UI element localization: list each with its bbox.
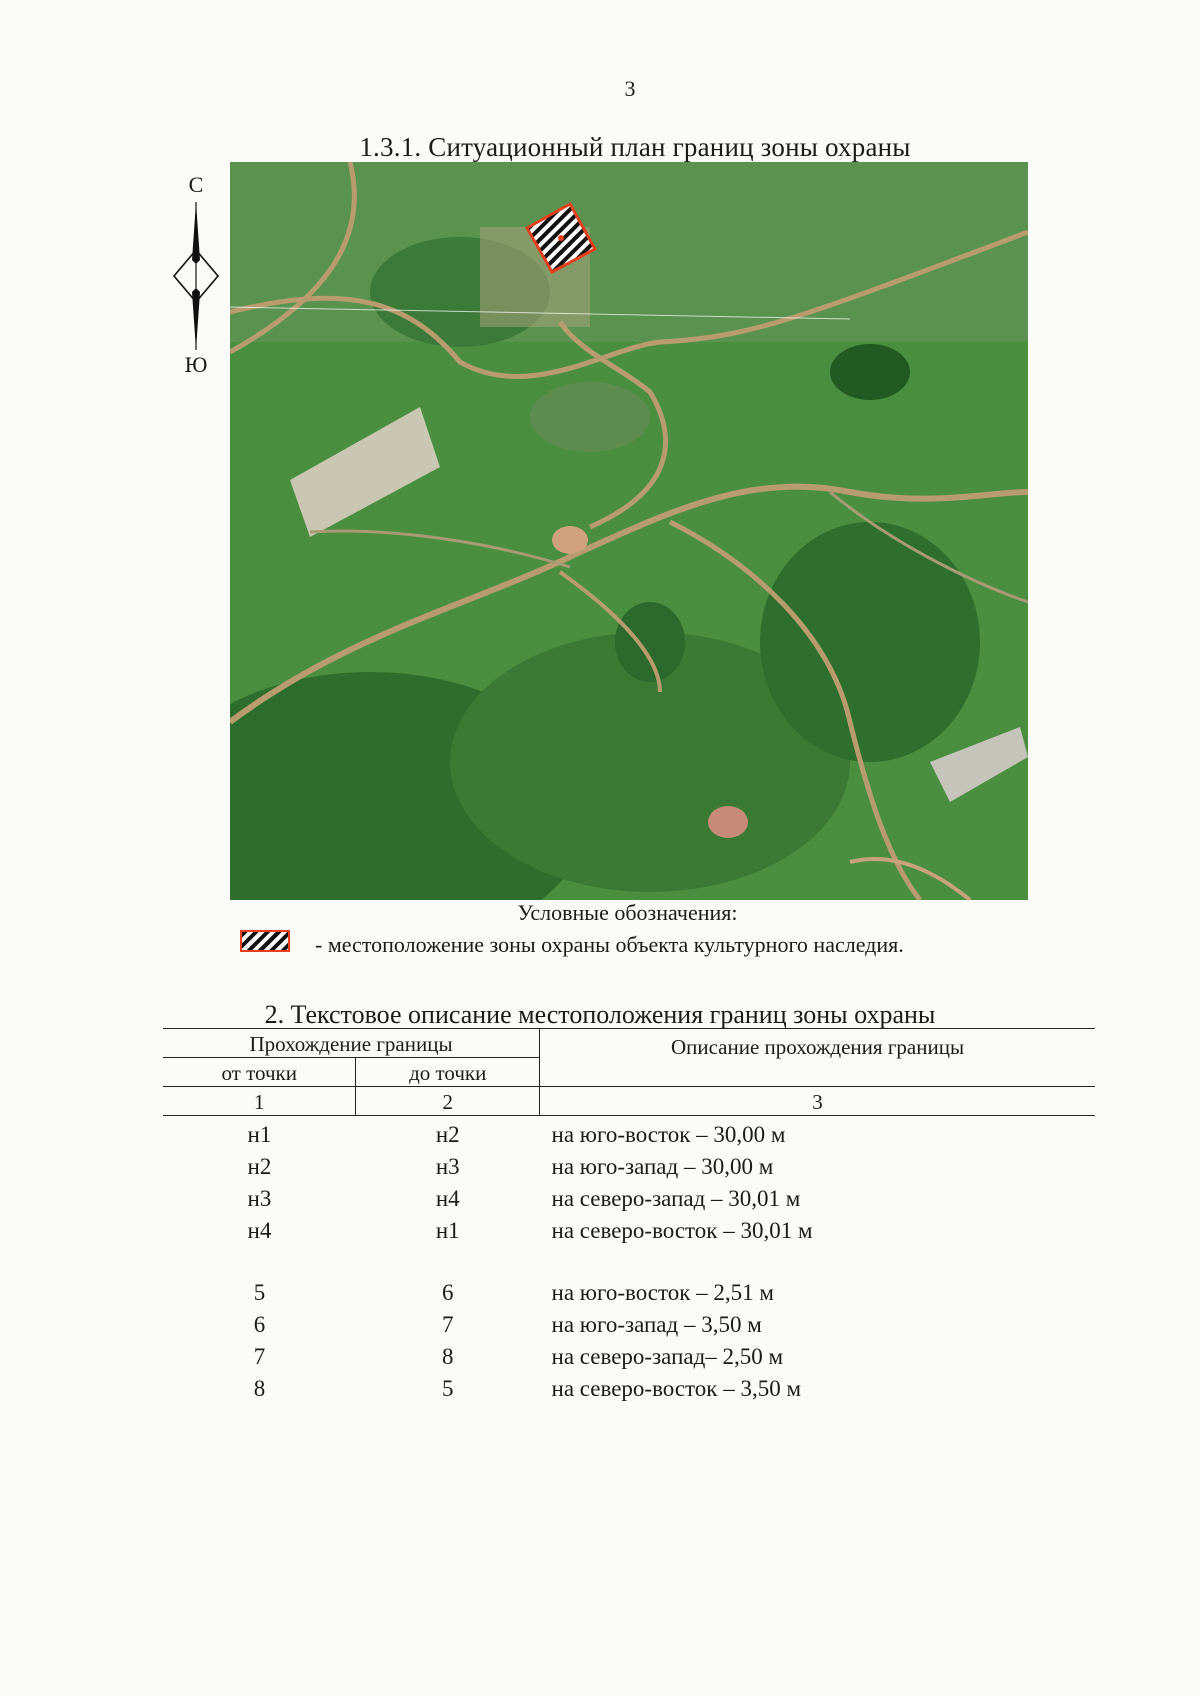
from-point: 6 [253,1312,266,1337]
table-row [163,1370,1095,1402]
boundary-description: на юго-запад – 3,50 м [551,1312,762,1337]
from-point: 7 [253,1344,266,1369]
col-number-1: 1 [163,1087,356,1116]
to-point: н4 [435,1186,460,1211]
table-row [163,1148,1095,1180]
hatched-zone-swatch-icon [240,930,290,952]
from-point: 5 [253,1280,266,1305]
to-point: 6 [441,1280,454,1305]
compass-rose-icon [168,202,224,350]
table-row [163,1180,1095,1212]
plan-title: 1.3.1. Ситуационный план границ зоны охраны [359,132,911,162]
boundary-description: на северо-запад – 30,01 м [551,1186,801,1211]
col-number-3: 3 [540,1087,1095,1116]
from-point: н3 [247,1186,272,1211]
header-boundary-group: Прохождение границы [163,1029,540,1058]
legend-item-text: - местоположение зоны охраны объекта культурного наследия. [315,932,904,957]
table-spacer [163,1244,1095,1274]
north-label: С [188,172,204,197]
boundary-table [163,1028,1095,1402]
header-to-point: до точки [356,1058,540,1087]
from-point: н4 [247,1218,272,1243]
from-point: 8 [253,1376,266,1401]
to-point: 5 [441,1376,454,1401]
to-point: н1 [435,1218,460,1243]
table-row [163,1116,1095,1149]
to-point: 8 [441,1344,454,1369]
header-description: Описание прохождения границы [540,1029,1095,1087]
header-from-point: от точки [221,1061,297,1085]
south-label: Ю [184,352,208,377]
table-row [163,1274,1095,1306]
table-row [163,1338,1095,1370]
col-number-2: 2 [356,1087,540,1116]
boundary-description: на северо-запад– 2,50 м [551,1344,784,1369]
boundary-description: на юго-восток – 2,51 м [551,1280,774,1305]
boundary-description: на северо-восток – 30,01 м [551,1218,813,1243]
section-title: 2. Текстовое описание местоположения границ зоны охраны [264,1000,936,1029]
table-row [163,1212,1095,1244]
to-point: н2 [435,1122,460,1147]
north-arrow [168,172,224,382]
table-row [163,1306,1095,1338]
satellite-map [230,162,1028,900]
legend-title: Условные обозначения: [517,900,738,925]
boundary-description: на северо-восток – 3,50 м [551,1376,802,1401]
satellite-map-image [230,162,1028,900]
to-point: 7 [441,1312,454,1337]
boundary-description: на юго-восток – 30,00 м [551,1122,786,1147]
from-point: н2 [247,1154,272,1179]
from-point: н1 [247,1122,272,1147]
page-number: 3 [624,76,636,101]
boundary-description: на юго-запад – 30,00 м [551,1154,774,1179]
to-point: н3 [435,1154,460,1179]
